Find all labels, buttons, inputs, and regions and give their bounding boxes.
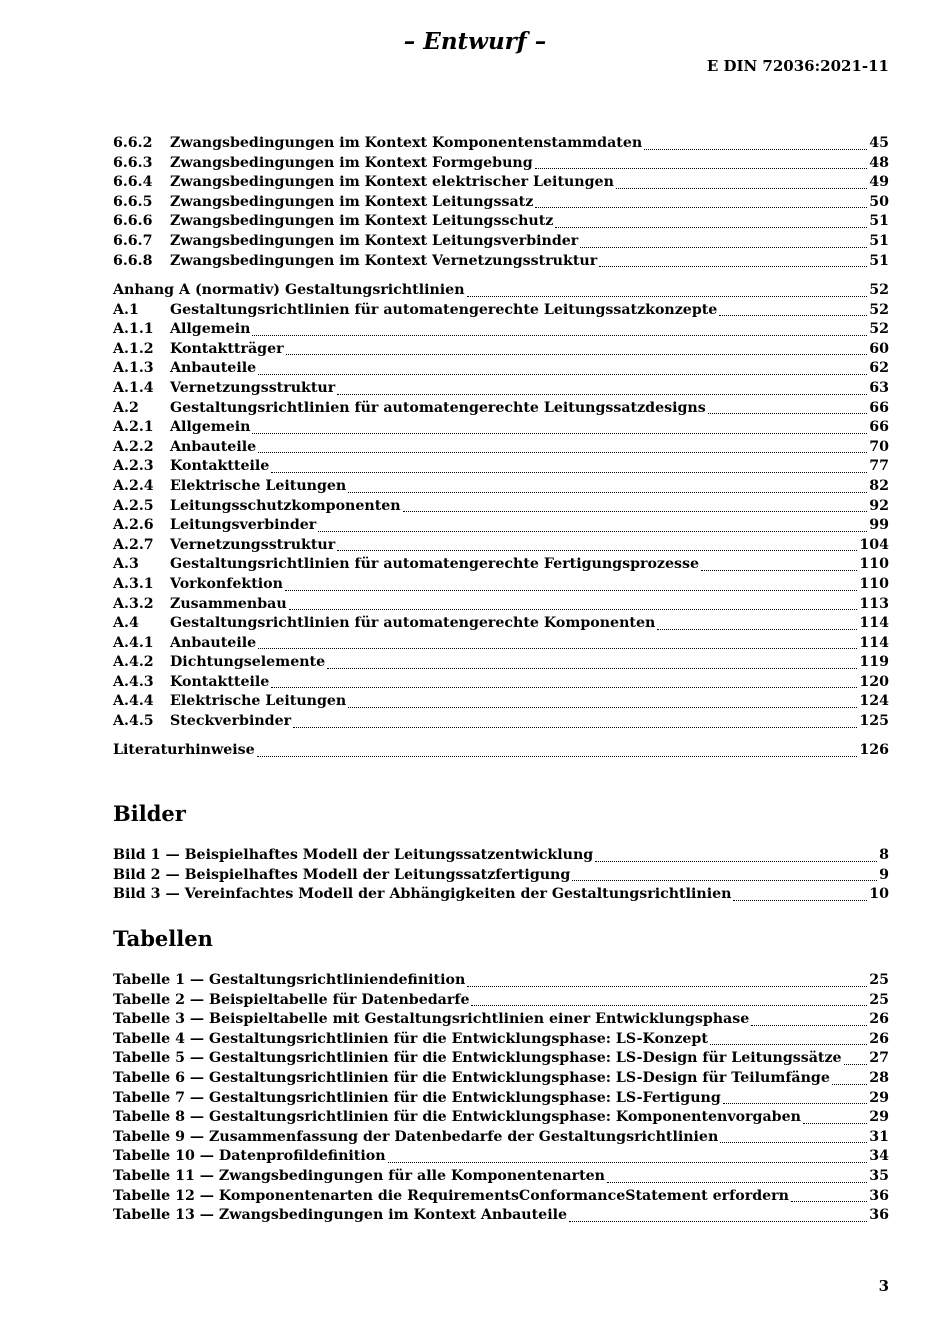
toc-entry-number: A.3	[113, 556, 139, 573]
dot-leader	[258, 648, 857, 649]
toc-entry[interactable]	[113, 1049, 889, 1069]
toc-entry-title: Literaturhinweise	[113, 742, 255, 758]
dot-leader	[252, 433, 867, 434]
dot-leader	[403, 511, 868, 512]
toc-entry[interactable]	[113, 673, 889, 693]
toc-entry-number: A.1.2	[113, 340, 154, 357]
dot-leader	[348, 707, 857, 708]
toc-entry-title: Bild 1 — Beispielhaftes Modell der Leitungssatzentwicklung	[113, 847, 594, 863]
toc-entry-number: A.2.7	[113, 536, 154, 553]
toc-entry-page: 60	[869, 340, 889, 357]
dot-leader	[844, 1064, 868, 1065]
toc-entry-title: Zwangsbedingungen im Kontext Leitungsverbinder	[170, 232, 579, 249]
toc-entry[interactable]	[113, 1108, 889, 1128]
dot-leader	[572, 880, 877, 881]
dot-leader	[791, 1201, 867, 1202]
toc-entry-title: Bild 3 — Vereinfachtes Modell der Abhängigkeiten der Gestaltungsrichtlinien	[113, 886, 732, 903]
dot-leader	[751, 1025, 867, 1026]
toc-entry-title: Tabelle 4 — Gestaltungsrichtlinien für die Entwicklungsphase: LS-Konzept	[113, 1030, 708, 1047]
toc-entry-title: Allgemein	[170, 419, 251, 436]
toc-entry[interactable]	[113, 516, 889, 536]
toc-entry[interactable]	[113, 232, 889, 252]
toc-entry-title: Tabelle 7 — Gestaltungsrichtlinien für die Entwicklungsphase: LS-Fertigung	[113, 1089, 721, 1106]
toc-entry-number: A.4.1	[113, 634, 154, 651]
dot-leader	[555, 227, 867, 228]
toc-entry-number: A.1	[113, 301, 139, 318]
dot-leader	[327, 668, 857, 669]
toc-entry-title: Tabelle 9 — Zusammenfassung der Datenbedarfe der Gestaltungsrichtlinien	[113, 1128, 719, 1145]
toc-entry-number: A.1.4	[113, 379, 154, 396]
toc-entry-number: A.2.4	[113, 477, 154, 494]
toc-entry-page: 9	[879, 866, 889, 883]
toc-entry-page: 45	[869, 135, 889, 151]
toc-entry-number: A.3.2	[113, 595, 154, 612]
toc-entry-number: 6.6.8	[113, 252, 153, 269]
dot-leader	[657, 629, 857, 630]
toc-entry-title: Zusammenbau	[170, 595, 287, 612]
toc-entry[interactable]	[113, 418, 889, 438]
dot-leader	[286, 354, 868, 355]
toc-entry-page: 34	[869, 1148, 889, 1165]
toc-entry-title: Zwangsbedingungen im Kontext Leitungssatz	[170, 193, 534, 210]
toc-entry[interactable]	[113, 1069, 889, 1089]
toc-entry-page: 113	[859, 595, 889, 612]
toc-entry-page: 8	[879, 847, 889, 863]
toc-entry-page: 63	[869, 379, 889, 396]
toc-entry-page: 25	[869, 991, 889, 1008]
dot-leader	[258, 452, 867, 453]
toc-entry-page: 99	[869, 517, 889, 534]
toc-entry-title: Gestaltungsrichtlinien für automatengerechte Leitungssatzkonzepte	[170, 301, 718, 318]
toc-entry-page: 28	[869, 1069, 889, 1086]
toc-entry-page: 51	[869, 252, 889, 269]
toc-entry-page: 82	[869, 477, 889, 494]
toc-entry[interactable]	[113, 1128, 889, 1148]
figures-list	[113, 846, 889, 905]
toc-entry-title: Anbauteile	[170, 438, 257, 455]
toc-entry-number: A.4.3	[113, 673, 154, 690]
toc-entry[interactable]	[113, 575, 889, 595]
toc-entry-page: 124	[859, 693, 889, 710]
toc-entry-title: Tabelle 11 — Zwangsbedingungen für alle Komponentenarten	[113, 1167, 605, 1184]
toc-entry[interactable]	[113, 1010, 889, 1030]
toc-entry[interactable]	[113, 971, 889, 991]
toc-entry-title: Zwangsbedingungen im Kontext Formgebung	[170, 154, 533, 171]
dot-leader	[388, 1162, 868, 1163]
toc-entry[interactable]	[113, 536, 889, 556]
dot-leader	[719, 315, 867, 316]
dot-leader	[832, 1084, 867, 1085]
toc-entry-number: A.1.3	[113, 360, 154, 377]
toc-entry-page: 110	[859, 575, 889, 592]
toc-entry-page: 36	[869, 1187, 889, 1204]
dot-leader	[710, 1044, 867, 1045]
toc-entry-page: 125	[859, 713, 889, 730]
toc-entry-page: 92	[869, 497, 889, 514]
toc-entry[interactable]	[113, 379, 889, 399]
toc-entry[interactable]	[113, 457, 889, 477]
toc-entry[interactable]	[113, 497, 889, 517]
toc-entry-title: Elektrische Leitungen	[170, 477, 347, 494]
toc-entry[interactable]	[113, 741, 889, 761]
toc-entry-page: 114	[859, 634, 889, 651]
figures-heading: Bilder	[113, 801, 186, 826]
toc-entry-page: 66	[869, 399, 889, 416]
toc-entry-title: Steckverbinder	[170, 713, 292, 730]
dot-leader	[535, 168, 868, 169]
toc-entry[interactable]	[113, 301, 889, 321]
toc-entry-page: 52	[869, 301, 889, 318]
dot-leader	[257, 756, 858, 757]
toc-entry-number: 6.6.5	[113, 193, 153, 210]
toc-entry-page: 52	[869, 282, 889, 298]
toc-entry-page: 26	[869, 1030, 889, 1047]
toc-entry[interactable]	[113, 846, 889, 866]
toc-entry[interactable]	[113, 634, 889, 654]
toc-entry-title: Vorkonfektion	[170, 575, 283, 592]
toc-entry[interactable]	[113, 359, 889, 379]
toc-entry-number: 6.6.3	[113, 154, 153, 171]
dot-leader	[471, 1005, 867, 1006]
dot-leader	[569, 1221, 867, 1222]
toc-entry-page: 66	[869, 419, 889, 436]
dot-leader	[258, 374, 867, 375]
toc-entry-page: 110	[859, 556, 889, 573]
toc-entry-title: Zwangsbedingungen im Kontext elektrischer Leitungen	[170, 174, 614, 191]
toc-entry-title: Anbauteile	[170, 360, 257, 377]
dot-leader	[348, 492, 867, 493]
toc-entry-page: 10	[869, 886, 889, 903]
toc-entry[interactable]	[113, 1147, 889, 1167]
dot-leader	[467, 986, 867, 987]
toc-entry[interactable]	[113, 438, 889, 458]
dot-leader	[599, 266, 867, 267]
toc-entry-number: A.1.1	[113, 321, 154, 338]
dot-leader	[337, 550, 857, 551]
toc-entry-page: 35	[869, 1167, 889, 1184]
toc-entry-page: 50	[869, 193, 889, 210]
toc-entry-title: Gestaltungsrichtlinien für automatengerechte Komponenten	[170, 615, 656, 632]
toc-entry-title: Tabelle 6 — Gestaltungsrichtlinien für die Entwicklungsphase: LS-Design für Teilumfänge	[113, 1069, 830, 1086]
page-number: 3	[878, 1277, 889, 1295]
toc-entry-page: 62	[869, 360, 889, 377]
header-title: – Entwurf –	[403, 28, 547, 55]
toc-entry[interactable]	[113, 653, 889, 673]
toc-entry[interactable]	[113, 1030, 889, 1050]
dot-leader	[580, 247, 867, 248]
dot-leader	[271, 687, 857, 688]
toc-entry[interactable]	[113, 885, 889, 905]
toc-entry-title: Zwangsbedingungen im Kontext Leitungsschutz	[170, 213, 554, 230]
toc-main	[113, 134, 889, 271]
toc-entry[interactable]	[113, 340, 889, 360]
toc-entry-title: Anbauteile	[170, 634, 257, 651]
toc-entry-page: 51	[869, 213, 889, 230]
toc-entry-page: 25	[869, 972, 889, 988]
toc-entry-page: 120	[859, 673, 889, 690]
toc-entry-number: A.2	[113, 399, 139, 416]
toc-entry-page: 119	[859, 654, 889, 671]
toc-entry-number: A.4	[113, 615, 139, 632]
toc-entry-title: Zwangsbedingungen im Kontext Vernetzungsstruktur	[170, 252, 598, 269]
toc-entry[interactable]	[113, 1206, 889, 1226]
dot-leader	[252, 335, 867, 336]
toc-entry-page: 114	[859, 615, 889, 632]
dot-leader	[535, 207, 867, 208]
toc-entry-page: 51	[869, 232, 889, 249]
dot-leader	[803, 1123, 867, 1124]
toc-entry-title: Vernetzungsstruktur	[170, 379, 336, 396]
tables-heading: Tabellen	[113, 926, 213, 951]
toc-entry-page: 52	[869, 321, 889, 338]
toc-entry-title: Gestaltungsrichtlinien für automatengerechte Fertigungsprozesse	[170, 556, 700, 573]
toc-entry-number: A.2.2	[113, 438, 154, 455]
toc-entry-title: Leitungsschutzkomponenten	[170, 497, 401, 514]
document-id: E DIN 72036:2021-11	[706, 57, 889, 75]
toc-entry-title: Tabelle 8 — Gestaltungsrichtlinien für die Entwicklungsphase: Komponentenvorgaben	[113, 1109, 801, 1126]
toc-entry-page: 104	[859, 536, 889, 553]
toc-entry-title: Vernetzungsstruktur	[170, 536, 336, 553]
toc-entry[interactable]	[113, 692, 889, 712]
dot-leader	[289, 609, 858, 610]
toc-entry-number: A.4.2	[113, 654, 154, 671]
toc-entry-title: Tabelle 2 — Beispieltabelle für Datenbedarfe	[113, 991, 470, 1008]
dot-leader	[733, 900, 867, 901]
toc-entry[interactable]	[113, 555, 889, 575]
toc-entry-page: 70	[869, 438, 889, 455]
toc-entry-number: 6.6.2	[113, 135, 153, 151]
dot-leader	[595, 861, 877, 862]
toc-entry-page: 126	[859, 742, 889, 758]
toc-entry-number: A.4.4	[113, 693, 154, 710]
toc-entry[interactable]	[113, 134, 889, 154]
toc-entry-number: A.2.1	[113, 419, 154, 436]
toc-entry[interactable]	[113, 1167, 889, 1187]
dot-leader	[285, 590, 857, 591]
toc-entry-title: Tabelle 3 — Beispieltabelle mit Gestaltungsrichtlinien einer Entwicklungsphase	[113, 1011, 750, 1028]
toc-entry[interactable]	[113, 1089, 889, 1109]
toc-literature	[113, 741, 889, 761]
dot-leader	[318, 531, 867, 532]
toc-entry-page: 31	[869, 1128, 889, 1145]
toc-entry-title: Gestaltungsrichtlinien für automatengerechte Leitungssatzdesigns	[170, 399, 706, 416]
toc-entry[interactable]	[113, 1187, 889, 1207]
toc-entry-number: 6.6.7	[113, 232, 153, 249]
toc-entry[interactable]	[113, 614, 889, 634]
toc-entry[interactable]	[113, 477, 889, 497]
toc-entry-page: 77	[869, 458, 889, 475]
toc-entry-title: Kontaktträger	[170, 340, 284, 357]
toc-entry-page: 27	[869, 1050, 889, 1067]
toc-entry-page: 48	[869, 154, 889, 171]
dot-leader	[607, 1182, 867, 1183]
toc-entry-title: Anhang A (normativ) Gestaltungsrichtlinien	[113, 282, 465, 298]
toc-entry-number: A.3.1	[113, 575, 154, 592]
toc-entry-page: 36	[869, 1207, 889, 1224]
toc-entry[interactable]	[113, 154, 889, 174]
toc-entry[interactable]	[113, 991, 889, 1011]
toc-entry-title: Tabelle 10 — Datenprofildefinition	[113, 1148, 386, 1165]
dot-leader	[293, 727, 857, 728]
toc-entry-title: Dichtungselemente	[170, 654, 326, 671]
dot-leader	[467, 296, 868, 297]
tables-list	[113, 971, 889, 1226]
toc-entry-title: Elektrische Leitungen	[170, 693, 347, 710]
toc-entry-number: A.4.5	[113, 713, 154, 730]
toc-entry-page: 29	[869, 1109, 889, 1126]
toc-entry-title: Leitungsverbinder	[170, 517, 317, 534]
toc-entry-number: A.2.6	[113, 517, 154, 534]
dot-leader	[271, 472, 867, 473]
dot-leader	[720, 1142, 867, 1143]
toc-entry[interactable]	[113, 712, 889, 732]
dot-leader	[701, 570, 857, 571]
toc-entry-number: 6.6.4	[113, 174, 153, 191]
toc-entry[interactable]	[113, 320, 889, 340]
toc-entry-page: 29	[869, 1089, 889, 1106]
toc-entry-title: Tabelle 5 — Gestaltungsrichtlinien für die Entwicklungsphase: LS-Design für Leitungssätze	[113, 1050, 842, 1067]
toc-entry[interactable]	[113, 252, 889, 272]
toc-entry[interactable]	[113, 866, 889, 886]
toc-entry-number: A.2.5	[113, 497, 154, 514]
toc-entry[interactable]	[113, 173, 889, 193]
toc-entry-title: Tabelle 13 — Zwangsbedingungen im Kontext Anbauteile	[113, 1207, 568, 1224]
toc-entry-number: A.2.3	[113, 458, 154, 475]
toc-entry-number: 6.6.6	[113, 213, 153, 230]
dot-leader	[337, 394, 867, 395]
dot-leader	[616, 188, 867, 189]
toc-entry-title: Kontaktteile	[170, 673, 270, 690]
toc-entry-title: Zwangsbedingungen im Kontext Komponentenstammdaten	[170, 135, 643, 151]
toc-entry-title: Tabelle 1 — Gestaltungsrichtliniendefinition	[113, 972, 466, 988]
dot-leader	[723, 1103, 867, 1104]
toc-entry-page: 26	[869, 1011, 889, 1028]
toc-entry-page: 49	[869, 174, 889, 191]
toc-entry-title: Tabelle 12 — Komponentenarten die RequirementsConformanceStatement erfordern	[113, 1187, 789, 1204]
toc-entry[interactable]	[113, 595, 889, 615]
toc-entry[interactable]	[113, 212, 889, 232]
toc-entry[interactable]	[113, 193, 889, 213]
toc-entry-title: Bild 2 — Beispielhaftes Modell der Leitungssatzfertigung	[113, 866, 571, 883]
toc-entry[interactable]	[113, 399, 889, 419]
toc-annex	[113, 281, 889, 732]
toc-entry[interactable]	[113, 281, 889, 301]
toc-entry-title: Allgemein	[170, 321, 251, 338]
dot-leader	[708, 413, 868, 414]
dot-leader	[644, 149, 867, 150]
toc-entry-title: Kontaktteile	[170, 458, 270, 475]
